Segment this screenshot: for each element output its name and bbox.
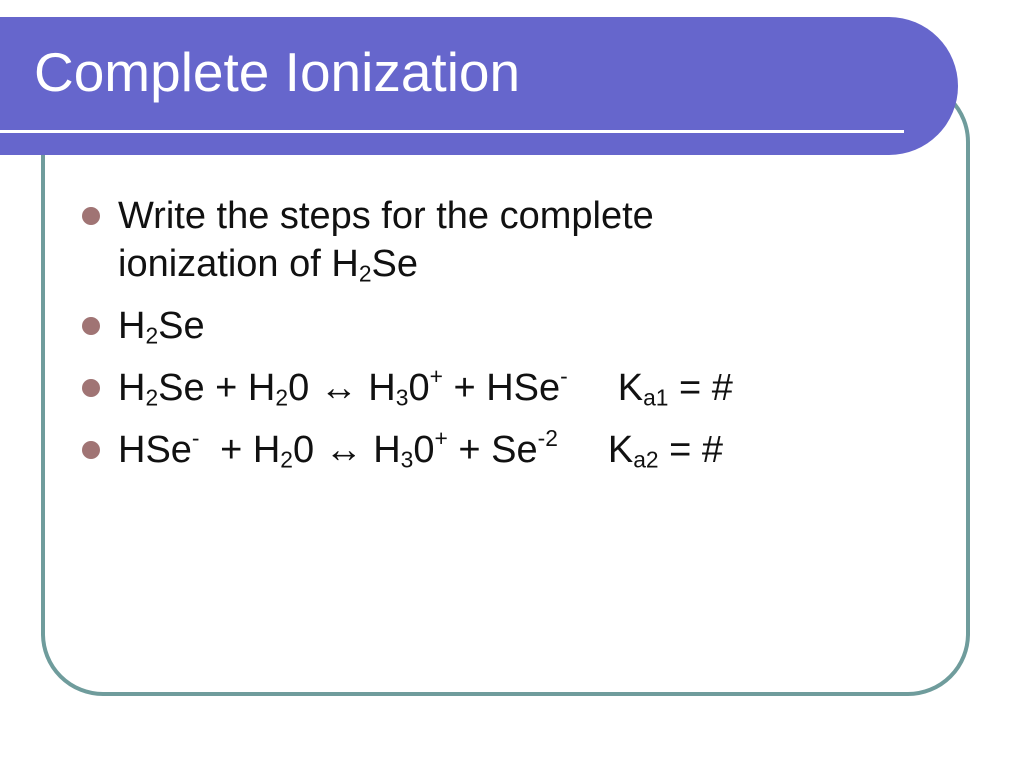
bullet-line — [118, 240, 940, 288]
text-run: Se — [158, 305, 205, 347]
bullet-item-step-2 — [80, 426, 940, 474]
equation-line — [118, 426, 940, 474]
bullet-dot-icon — [82, 317, 100, 335]
superscript: - — [191, 425, 200, 452]
equilibrium-constant: K — [617, 367, 644, 409]
bullet-list — [80, 192, 940, 488]
text-run: 0 ↔ H — [292, 429, 401, 471]
subscript: a1 — [643, 384, 669, 411]
bullet-dot-icon — [82, 441, 100, 459]
text-run: H — [118, 305, 146, 347]
subscript: 3 — [400, 446, 414, 473]
text-run: Se + H — [158, 367, 276, 409]
subscript: a2 — [633, 446, 659, 473]
bullet-item-step-1 — [80, 364, 940, 412]
superscript: - — [560, 363, 568, 390]
equation-line — [118, 364, 940, 412]
bullet-item-compound — [80, 302, 940, 350]
constant-value: = # — [668, 367, 733, 409]
superscript: + — [429, 363, 443, 390]
subscript: 2 — [145, 322, 159, 349]
title-divider — [0, 130, 904, 133]
superscript: -2 — [537, 425, 558, 452]
subscript: 3 — [395, 384, 409, 411]
subscript: 2 — [275, 384, 289, 411]
bullet-line: Write the steps for the complete — [118, 195, 654, 237]
bullet-dot-icon — [82, 379, 100, 397]
bullet-item-instruction — [80, 192, 940, 288]
text-run: 0 ↔ H — [288, 367, 396, 409]
text-run: + HSe — [442, 367, 561, 409]
constant-value: = # — [658, 429, 724, 471]
text-run: + Se — [447, 429, 538, 471]
superscript: + — [434, 425, 448, 452]
text-run: + H — [209, 429, 281, 471]
slide-title: Complete Ionization — [34, 41, 521, 103]
text-run: 0 — [408, 367, 430, 409]
text-run: H — [118, 367, 146, 409]
text-run: HSe — [118, 429, 192, 471]
text-run: Se — [371, 243, 418, 285]
text-run: 0 — [413, 429, 435, 471]
subscript: 2 — [280, 446, 293, 473]
subscript: 2 — [358, 260, 372, 287]
bullet-line — [118, 302, 940, 350]
text-run: ionization of H — [118, 243, 359, 285]
equilibrium-constant: K — [607, 429, 634, 471]
subscript: 2 — [145, 384, 159, 411]
bullet-dot-icon — [82, 207, 100, 225]
